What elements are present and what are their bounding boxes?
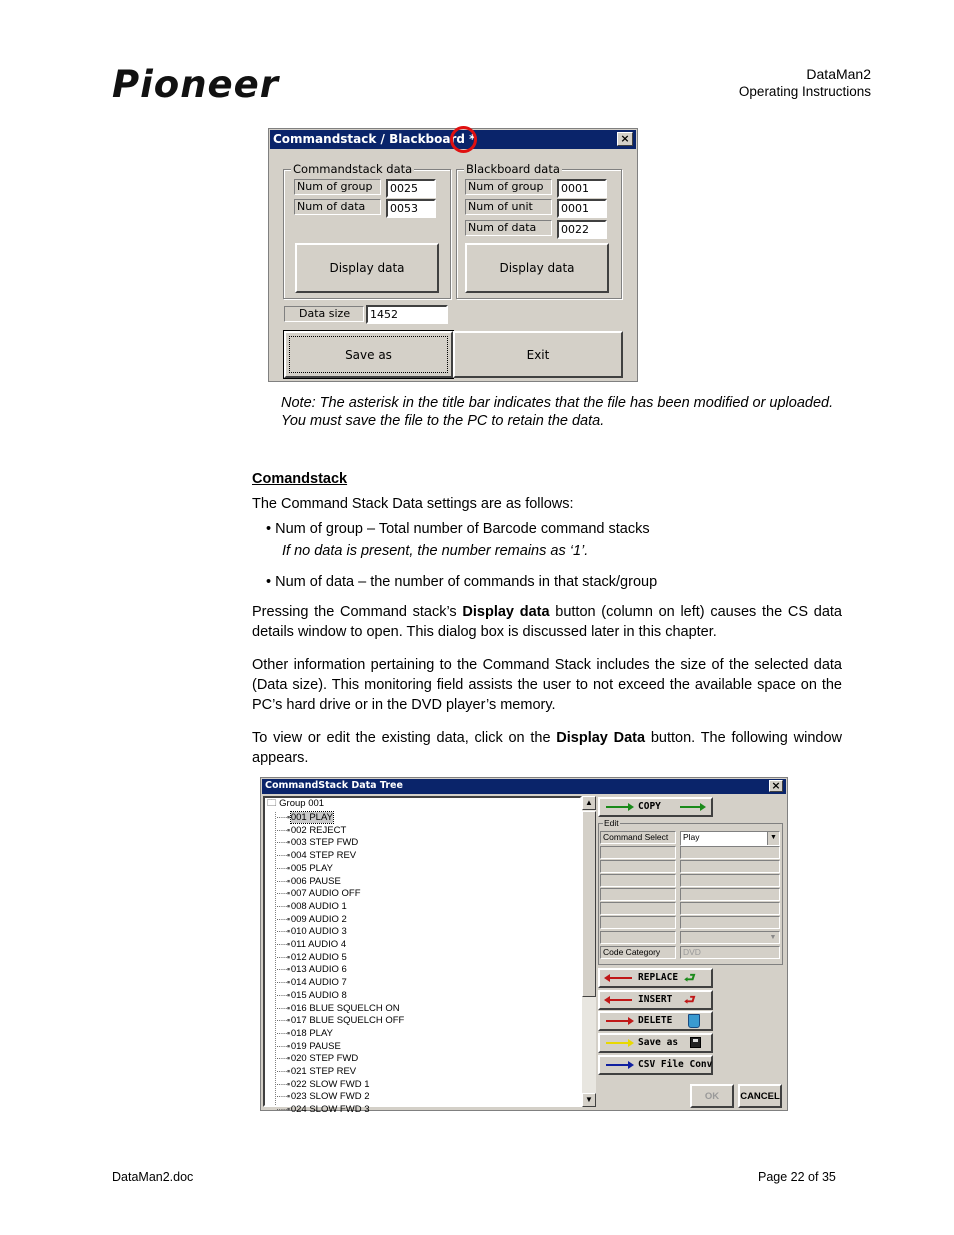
button-label: REPLACE [638, 972, 679, 983]
button-label: DELETE [638, 1015, 673, 1026]
paragraph-view-edit [252, 728, 842, 768]
group-legend: Commandstack data [293, 162, 413, 176]
edit-param-label [600, 931, 676, 944]
edit-param-label [600, 860, 676, 873]
tree-connector: ·····▪ [276, 1015, 291, 1027]
bb-display-data-button[interactable]: Display data [465, 243, 609, 293]
tree-connector: ·····▪ [276, 964, 291, 976]
tree-connector: ·····▪ [276, 1104, 291, 1116]
num-of-unit-field[interactable]: 0001 [557, 199, 607, 218]
edit-param-label [600, 846, 676, 859]
blackboard-data-group [456, 162, 622, 299]
tree-item-label: 024 SLOW FWD 3 [290, 1104, 370, 1116]
tree-item-label: 001 PLAY [290, 812, 333, 823]
scroll-down-button[interactable]: ▼ [582, 1093, 596, 1107]
exit-button[interactable]: Exit [453, 331, 623, 378]
tree-connector: ·····▪ [276, 939, 291, 950]
footer-filename: DataMan2.doc [112, 1170, 194, 1184]
tree-item[interactable] [276, 926, 347, 939]
edit-param-field [680, 916, 780, 929]
tree-item-label: 015 AUDIO 8 [290, 989, 347, 1001]
tree-item[interactable] [276, 1079, 370, 1092]
num-of-data-label: Num of data [465, 220, 552, 236]
tree-item[interactable] [276, 812, 333, 825]
command-select-label: Command Select [600, 831, 676, 844]
tree-item-label: 017 BLUE SQUELCH OFF [290, 1015, 405, 1027]
tree-connector: ·····▪ [276, 862, 291, 874]
bullet-dot: • [266, 574, 276, 590]
save-as-button[interactable]: Save as [284, 331, 453, 378]
tree-item[interactable] [276, 990, 347, 1003]
button-label: COPY [638, 801, 661, 812]
tree-connector: ·····▪ [276, 875, 291, 887]
tree-item[interactable] [276, 1015, 404, 1028]
tree-item-label: 008 AUDIO 1 [290, 900, 347, 912]
section-intro: The Command Stack Data settings are as follows: [252, 496, 574, 512]
tree-item[interactable] [276, 977, 347, 990]
tree-scrollbar[interactable] [582, 796, 596, 1107]
bullet-num-of-group [266, 521, 650, 537]
return-arrow-red-icon: ⮐ [684, 993, 696, 1008]
tree-connector: ·····▪ [276, 1027, 291, 1039]
tree-item-label: 013 AUDIO 6 [290, 964, 347, 976]
tree-connector: ·····▪ [276, 1040, 291, 1052]
dropdown-value: Play [683, 832, 700, 842]
tree-item[interactable] [276, 939, 346, 952]
num-of-group-label: Num of group [294, 179, 381, 195]
scroll-thumb[interactable] [582, 811, 596, 997]
text-run: button (column on left) causes the CS data details window to open. This dialog box is discussed later in this chapter. [252, 604, 843, 640]
tree-root[interactable] [267, 798, 324, 811]
tree-root-label: Group 001 [279, 798, 325, 809]
tree-item[interactable] [276, 837, 358, 850]
tree-item[interactable] [276, 876, 341, 889]
tree-item[interactable] [276, 914, 347, 927]
edit-param-label [600, 888, 676, 901]
tree-item[interactable] [276, 863, 333, 876]
tree-item[interactable] [276, 1053, 358, 1066]
button-label: CSV File Conv [638, 1059, 713, 1070]
num-of-group-field[interactable]: 0025 [386, 179, 436, 198]
text-bold: Display data [462, 604, 550, 620]
tree-item-label: 018 PLAY [290, 1027, 333, 1039]
tree-item[interactable] [276, 1003, 400, 1016]
tree-item-label: 014 AUDIO 7 [290, 977, 347, 989]
tree-item[interactable] [276, 825, 346, 838]
tree-connector: ·····▪ [276, 837, 291, 849]
tree-connector: ·····▪ [276, 977, 291, 989]
tree-item-label: 011 AUDIO 4 [290, 939, 347, 950]
text-run: To view or edit the existing data, click on the [252, 730, 557, 746]
tree-item[interactable] [276, 952, 347, 965]
tree-connector: ·····▪ [276, 850, 291, 862]
footer-page-number: Page 22 of 35 [758, 1170, 836, 1184]
tree-connector: ·····▪ [276, 951, 291, 963]
arrow-right-icon [606, 806, 632, 808]
edit-legend: Edit [604, 818, 619, 828]
tree-item-label: 006 PAUSE [290, 875, 341, 887]
commandstack-blackboard-dialog [268, 128, 638, 382]
code-category-field: DVD [680, 946, 780, 959]
bullet-text: Num of data – the number of commands in that stack/group [275, 574, 658, 590]
tree-item[interactable] [276, 964, 347, 977]
paragraph-display-data [252, 602, 842, 642]
tree-item[interactable] [276, 1041, 341, 1054]
tree-connector: ·····▪ [276, 1091, 291, 1103]
tree-item-label: 023 SLOW FWD 2 [290, 1091, 370, 1103]
tree-connector: ·····▪ [276, 1053, 291, 1065]
tree-item-label: 016 BLUE SQUELCH ON [290, 1002, 400, 1014]
floppy-disk-icon [690, 1037, 701, 1048]
bullet-num-of-data [266, 574, 657, 590]
tree-connector: ·····▪ [276, 1066, 291, 1077]
button-label: Save as [638, 1037, 679, 1048]
chevron-down-icon[interactable]: ▼ [767, 832, 779, 845]
data-size-field[interactable]: 1452 [366, 305, 448, 324]
num-of-data-field[interactable]: 0053 [386, 199, 436, 218]
num-of-group-field[interactable]: 0001 [557, 179, 607, 198]
code-category-label: Code Category [600, 946, 676, 959]
tree-item[interactable] [276, 1028, 333, 1041]
replace-button[interactable] [598, 968, 713, 988]
tree-item-label: 012 AUDIO 5 [290, 951, 347, 963]
button-label: INSERT [638, 994, 673, 1005]
cs-display-data-button[interactable]: Display data [295, 243, 439, 293]
dialog-titlebar [262, 779, 786, 794]
tree-connector: ·····▪ [276, 913, 291, 925]
tree-connector: ·····▪ [276, 824, 291, 836]
tree-item[interactable] [276, 850, 356, 863]
insert-button[interactable] [598, 990, 713, 1010]
group-legend: Blackboard data [466, 162, 560, 176]
tree-item-label: 003 STEP FWD [290, 837, 359, 849]
return-arrow-green-icon: ⮐ [684, 971, 696, 986]
ok-button[interactable]: OK [690, 1084, 734, 1108]
tree-connector: ·····▪ [276, 1078, 291, 1090]
arrow-left-icon [606, 977, 632, 979]
tree-item[interactable] [276, 1104, 370, 1117]
num-of-data-label: Num of data [294, 199, 381, 215]
arrow-left-icon [606, 999, 632, 1001]
tree-item-label: 004 STEP REV [290, 850, 357, 862]
tree-connector: ·····▪ [276, 926, 291, 938]
arrow-right-icon [680, 806, 704, 808]
tree-item[interactable] [276, 901, 347, 914]
pioneer-logo [112, 63, 352, 106]
dialog-title: Commandstack / Blackboard * [273, 132, 476, 146]
tree-connector: ·····▪ [276, 900, 291, 912]
trash-icon [688, 1014, 700, 1028]
text-bold: Display Data [556, 730, 646, 746]
tree-item-label: 002 REJECT [290, 824, 347, 836]
edit-param-field [680, 846, 780, 859]
cancel-button[interactable]: CANCEL [738, 1084, 782, 1108]
tree-item-label: 021 STEP REV [290, 1066, 357, 1077]
close-button[interactable]: × [617, 132, 633, 146]
edit-param-label [600, 916, 676, 929]
tree-item-label: 009 AUDIO 2 [290, 913, 347, 925]
csv-file-conv-button[interactable] [598, 1055, 713, 1075]
arrow-right-icon [606, 1064, 632, 1066]
commandstack-data-group [283, 162, 451, 299]
num-of-data-field[interactable]: 0022 [557, 220, 607, 239]
delete-button[interactable] [598, 1011, 713, 1031]
tree-item-label: 010 AUDIO 3 [290, 926, 347, 938]
save-as-button[interactable] [598, 1033, 713, 1053]
num-of-group-label: Num of group [465, 179, 552, 195]
edit-param-field [680, 860, 780, 873]
bullet-dot: • [266, 521, 276, 537]
arrow-right-icon [606, 1020, 632, 1022]
paragraph-data-size: Other information pertaining to the Command Stack includes the size of the selected data (Data size). This monitoring field assists the user to not exceed the available space on the PC’s hard drive or in the DVD player’s memory. [252, 657, 842, 713]
edit-param-field [680, 874, 780, 887]
chevron-down-icon: ▼ [769, 934, 777, 941]
edit-param-dropdown [680, 931, 780, 944]
num-of-unit-label: Num of unit [465, 199, 552, 215]
doc-header [739, 66, 871, 100]
tree-item[interactable] [276, 1066, 356, 1079]
edit-param-field [680, 888, 780, 901]
asterisk-highlight-circle [450, 126, 477, 153]
tree-item-label: 007 AUDIO OFF [290, 888, 361, 900]
bullet-text: Num of group – Total number of Barcode command stacks [275, 521, 650, 537]
tree-item-label: 020 STEP FWD [290, 1053, 359, 1065]
edit-param-label [600, 902, 676, 915]
doc-title: DataMan2 [806, 66, 871, 82]
command-select-dropdown[interactable] [680, 831, 780, 846]
arrow-right-icon [606, 1042, 632, 1044]
tree-item-label: 005 PLAY [290, 862, 333, 874]
bullet-note: If no data is present, the number remains as ‘1’. [282, 543, 589, 559]
edit-param-label [600, 874, 676, 887]
folder-icon: 🗀 [267, 798, 277, 809]
svg-text:Pioneer: Pioneer [112, 63, 279, 106]
text-run: Pressing the Command stack’s [252, 604, 463, 620]
tree-item-label: 019 PAUSE [290, 1040, 341, 1052]
edit-param-field [680, 902, 780, 915]
tree-connector: ·····▪ [276, 888, 291, 900]
tree-item[interactable] [276, 888, 361, 901]
scroll-up-button[interactable]: ▲ [582, 796, 596, 810]
data-size-label: Data size [284, 306, 364, 322]
tree-connector: ·····▪ [276, 989, 291, 1001]
close-button[interactable]: × [769, 780, 783, 792]
copy-button[interactable] [598, 797, 713, 817]
data-tree[interactable] [263, 796, 582, 1116]
dialog-title: CommandStack Data Tree [265, 780, 403, 791]
doc-subtitle: Operating Instructions [738, 84, 871, 99]
tree-item-label: 022 SLOW FWD 1 [290, 1078, 370, 1090]
note-text: Note: The asterisk in the title bar indicates that the file has been modified or uploaded. You must save the file to the PC to retain the data. [281, 395, 834, 429]
text-run: button. The following window appears. [252, 730, 842, 766]
tree-connector: ·····▪ [276, 1002, 291, 1014]
tree-connector: ·····▪ [276, 812, 291, 823]
section-heading: Comandstack [252, 471, 348, 487]
tree-item[interactable] [276, 1091, 370, 1104]
